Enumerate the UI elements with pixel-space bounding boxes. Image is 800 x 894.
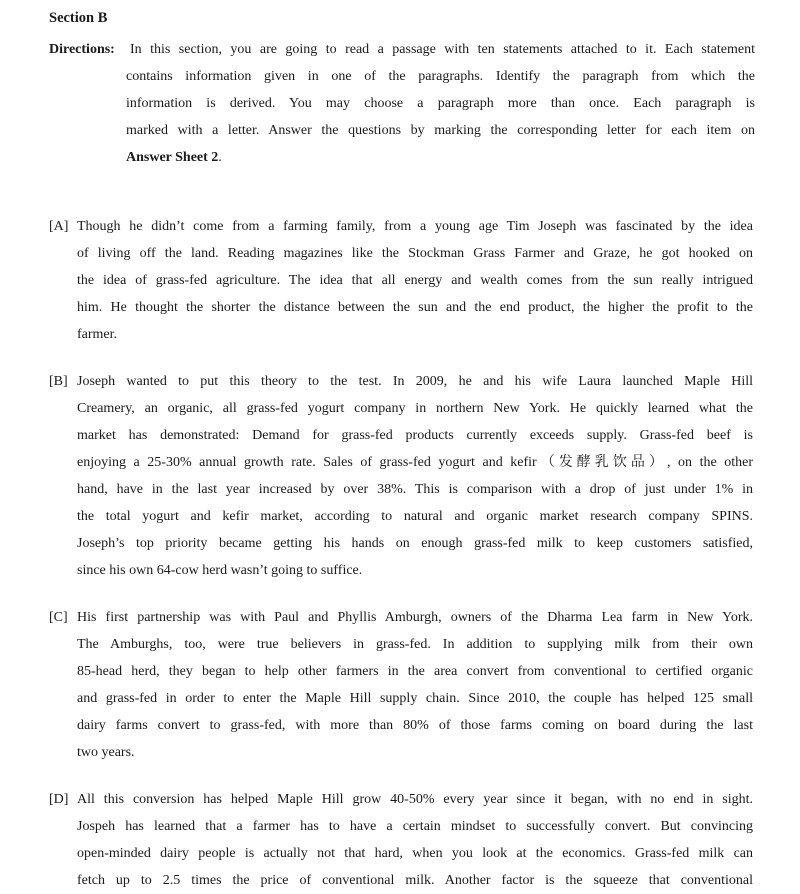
paragraph-text: open-minded dairy people is actually not that hard, when you look at the economics. Grass-fed milk can	[77, 846, 753, 861]
paragraph-line	[49, 557, 753, 584]
directions-line	[49, 144, 755, 171]
paragraph-text: Joseph’s top priority became getting his hands on enough grass-fed milk to keep customers satisfied,	[77, 536, 753, 551]
directions-block	[49, 36, 755, 171]
paragraph-letter: [D]	[49, 792, 69, 807]
directions-text: contains information given in one of the paragraphs. Identify the paragraph from which the	[126, 69, 755, 84]
paragraph-line	[49, 530, 753, 557]
paragraph-text: enjoying a 25-30% annual growth rate. Sales of grass-fed yogurt and kefir（发酵乳饮品）, on the other	[77, 455, 753, 470]
paragraph-c	[49, 604, 753, 766]
paragraph-text: and grass-fed in order to enter the Maple Hill supply chain. Since 2010, the couple has helped 125 small	[77, 691, 753, 706]
paragraph-text: market has demonstrated: Demand for grass-fed products currently exceeds supply. Grass-fed beef is	[77, 428, 753, 443]
paragraph-line	[49, 422, 753, 449]
paragraph-line	[49, 395, 753, 422]
paragraph-line	[49, 867, 753, 894]
paragraph-letter: [B]	[49, 374, 68, 389]
directions-text: In this section, you are going to read a passage with ten statements attached to it. Each statement	[130, 42, 755, 57]
paragraph-line	[49, 786, 753, 813]
paragraph-text: hand, have in the last year increased by over 38%. This is comparison with a drop of just under 1% in	[77, 482, 753, 497]
paragraph-text: Though he didn’t come from a farming family, from a young age Tim Joseph was fascinated by the idea	[77, 219, 753, 234]
paragraph-line	[49, 503, 753, 530]
paragraph-text: him. He thought the shorter the distance between the sun and the end product, the higher the profit to the	[77, 300, 753, 315]
paragraph-text: the total yogurt and kefir market, according to natural and organic market research company SPINS.	[77, 509, 753, 524]
directions-line	[49, 36, 755, 63]
paragraph-text: All this conversion has helped Maple Hill grow 40-50% every year since it began, with no end in sight.	[77, 792, 753, 807]
directions-text: information is derived. You may choose a paragraph more than once. Each paragraph is	[126, 96, 755, 111]
paragraph-text: Creamery, an organic, all grass-fed yogurt company in northern New York. He quickly learned what the	[77, 401, 753, 416]
directions-line	[49, 63, 755, 90]
paragraph-line	[49, 631, 753, 658]
paragraph-text: farmer.	[77, 327, 118, 342]
paragraph-text: the idea of grass-fed agriculture. The idea that all energy and wealth comes from the sun really intrigued	[77, 273, 753, 288]
paragraph-text: dairy farms convert to grass-fed, with more than 80% of those farms coming on board during the last	[77, 718, 753, 733]
paragraph-text: 85-head herd, they began to help other farmers in the area convert from conventional to certified organic	[77, 664, 753, 679]
paragraph-text: His first partnership was with Paul and Phyllis Amburgh, owners of the Dharma Lea farm in New York.	[77, 610, 753, 625]
paragraph-text: of living off the land. Reading magazines like the Stockman Grass Farmer and Graze, he got hooked on	[77, 246, 753, 261]
paragraph-line	[49, 658, 753, 685]
paragraph-text: fetch up to 2.5 times the price of conventional milk. Another factor is the squeeze that conventional	[77, 873, 753, 888]
paragraph-line	[49, 213, 753, 240]
paragraph-text: since his own 64-cow herd wasn’t going to suffice.	[77, 563, 363, 578]
section-title: Section B	[49, 10, 108, 26]
paragraph-line	[49, 368, 753, 395]
paragraph-line	[49, 712, 753, 739]
paragraph-line	[49, 813, 753, 840]
directions-period: .	[218, 150, 222, 165]
paragraph-text: Jospeh has learned that a farmer has to have a certain mindset to successfully convert. But convincing	[77, 819, 753, 834]
paragraph-line	[49, 449, 753, 476]
paragraph-text: The Amburghs, too, were true believers in grass-fed. In addition to supplying milk from their own	[77, 637, 753, 652]
paragraph-line	[49, 267, 753, 294]
paragraph-line	[49, 739, 753, 766]
paragraph-letter: [A]	[49, 219, 69, 234]
directions-text: marked with a letter. Answer the questions by marking the corresponding letter for each item on	[126, 123, 755, 138]
directions-line	[49, 117, 755, 144]
paragraph-letter: [C]	[49, 610, 68, 625]
paragraph-line	[49, 685, 753, 712]
paragraph-line	[49, 476, 753, 503]
paragraph-b	[49, 368, 753, 584]
paragraph-line	[49, 604, 753, 631]
paragraph-text: two years.	[77, 745, 135, 760]
answer-sheet-label: Answer Sheet 2	[126, 150, 219, 165]
paragraph-text: Joseph wanted to put this theory to the test. In 2009, he and his wife Laura launched Maple Hill	[77, 374, 753, 389]
directions-text	[126, 144, 755, 171]
directions-line	[49, 90, 755, 117]
paragraph-line	[49, 294, 753, 321]
paragraph-d	[49, 786, 753, 894]
paragraph-a	[49, 213, 753, 348]
paragraph-line	[49, 240, 753, 267]
paragraph-line	[49, 321, 753, 348]
paragraph-line	[49, 840, 753, 867]
directions-label: Directions:	[49, 42, 115, 57]
